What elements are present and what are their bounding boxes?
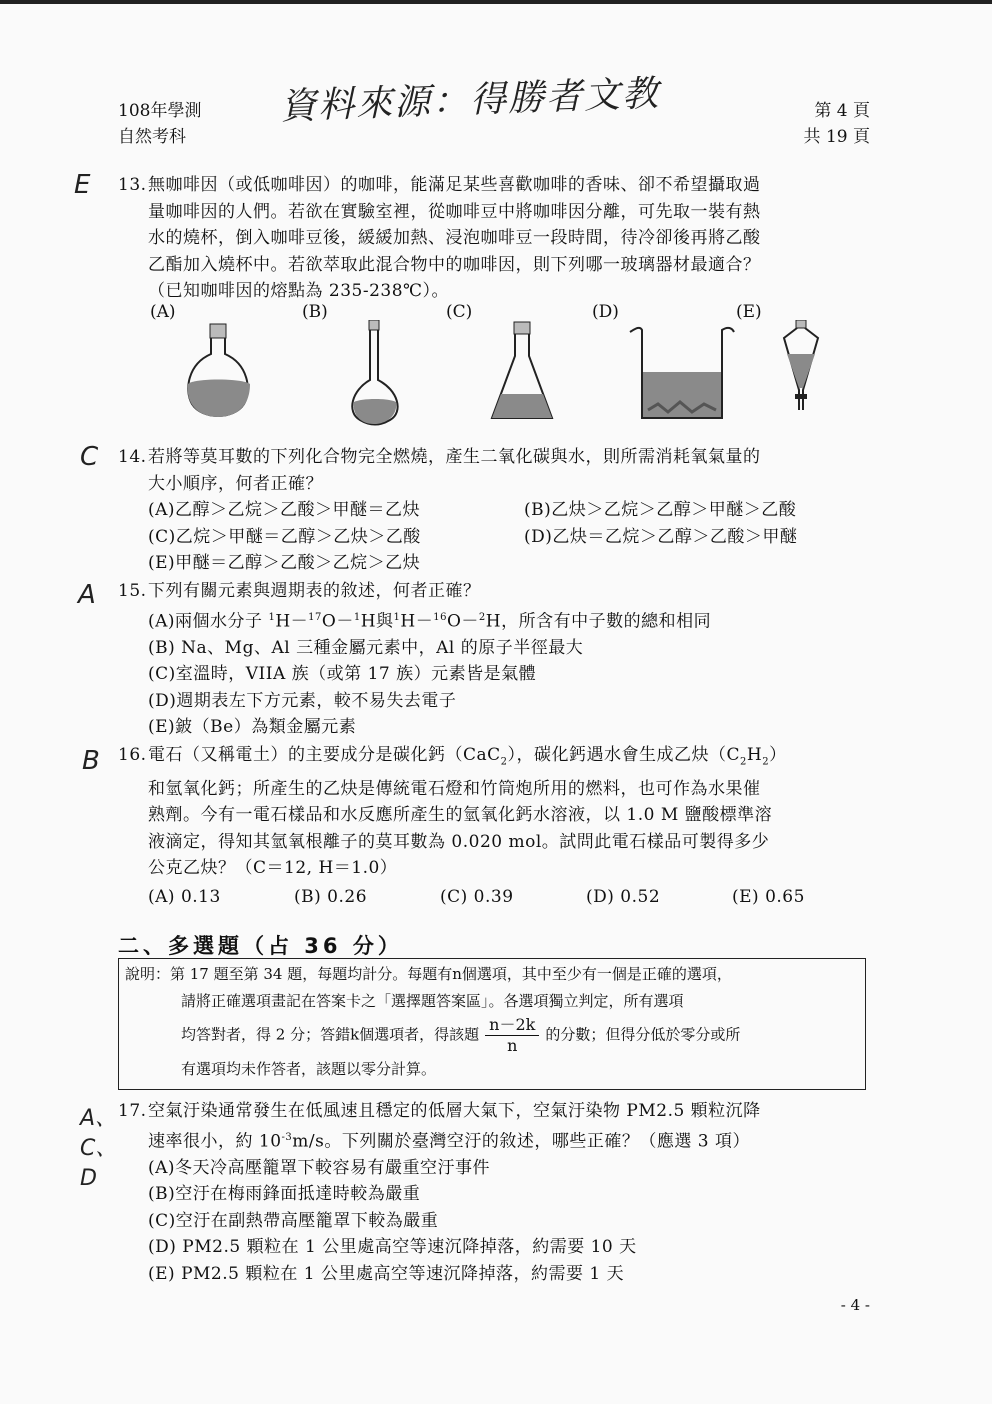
question-14-line-2: 大小順序，何者正確？ [148, 473, 323, 494]
instructions-box [118, 958, 866, 1090]
question-number: 17. [118, 1101, 147, 1121]
question-14-options [118, 497, 878, 577]
question-16-line-5: 公克乙炔？（C＝12, H＝1.0） [148, 858, 398, 879]
instructions-line-4: 有選項均未作答者，該題以零分計算。 [181, 1060, 437, 1078]
option-d[interactable]: (D)乙炔＝乙烷＞乙醇＞乙酸＞甲醚 [524, 526, 798, 547]
question-13-line-1: 13.無咖啡因（或低咖啡因）的咖啡，能滿足某些喜歡咖啡的香味、卻不希望攝取過 [118, 172, 878, 199]
question-number: 16. [118, 745, 147, 765]
question-13-line-5: （已知咖啡因的熔點為 235-238℃）。 [148, 281, 450, 301]
option-d[interactable]: (D) PM2.5 顆粒在 1 公里處高空等速沉降掉落，約需要 10 天 [148, 1237, 637, 1258]
answer-mark-q16: B [82, 746, 100, 776]
option-e[interactable]: (E)鈹（Be）為類金屬元素 [148, 717, 357, 738]
option-a[interactable]: (A)兩個水分子 $^1$H－$^{17}$O－$^1$H與$^1$H－$^{16}$O－$^2$H，所含有中子數的總和相同 [148, 611, 712, 632]
option-label-c: (C) [446, 302, 473, 322]
option-label-a: (A) [150, 302, 176, 322]
answer-mark-q14: C [80, 442, 99, 472]
score-fraction: $\frac{n-2k}{n}$ [485, 1015, 539, 1056]
question-13-line-2: 量咖啡因的人們。若欲在實驗室裡，從咖啡豆中將咖啡因分離，可先取一裝有熱 [148, 201, 761, 222]
instructions-line-3: 均答對者，得 2 分；答錯k個選項者，得該題 $\frac{n-2k}{n}$ 的分數；但得分低於零分或所 [181, 1015, 741, 1055]
option-b[interactable]: (B) 0.26 [294, 886, 368, 907]
round-bottom-flask-icon [188, 324, 250, 417]
glassware-illustrations [180, 320, 840, 430]
option-d[interactable]: (D) 0.52 [586, 886, 661, 907]
exam-title: 108年學測 [118, 101, 202, 121]
option-a[interactable]: (A)冬天冷高壓籠罩下較容易有嚴重空汙事件 [148, 1157, 491, 1178]
erlenmeyer-flask-icon [492, 322, 552, 418]
option-a[interactable]: (A) 0.13 [148, 886, 221, 907]
answer-mark-q17: A、C、D [80, 1106, 118, 1191]
option-label-b: (B) [302, 302, 328, 322]
question-16-line-2: 和氫氧化鈣；所產生的乙炔是傳統電石燈和竹筒炮所用的燃料，也可作為水果催 [148, 778, 761, 799]
handwritten-source-note: 資料來源：得勝者文教 [279, 73, 661, 128]
option-e[interactable]: (E) PM2.5 顆粒在 1 公里處高空等速沉降掉落，約需要 1 天 [148, 1263, 625, 1284]
page-header-right [804, 98, 870, 150]
option-a[interactable]: (A)乙醇＞乙烷＞乙酸＞甲醚＝乙炔 [148, 500, 421, 520]
volumetric-flask-icon [352, 320, 397, 425]
option-e[interactable]: (E) 0.65 [732, 886, 805, 907]
question-14-line-1: 14.若將等莫耳數的下列化合物完全燃燒，產生二氧化碳與水，則所需消耗氧氣量的 [118, 444, 878, 471]
separatory-funnel-icon [784, 320, 818, 410]
answer-mark-q15: A [78, 580, 96, 610]
question-17-line-2: 速率很小，約 $10^{-3}m/s$。下列關於臺灣空汙的敘述，哪些正確？（應選 3 項） [148, 1131, 750, 1152]
beaker-icon [630, 328, 734, 418]
option-label-d: (D) [592, 302, 619, 322]
question-16 [118, 742, 878, 910]
option-c[interactable]: (C)室溫時，VIIA 族（或第 17 族）元素皆是氣體 [148, 664, 537, 685]
question-15-stem: 15.下列有關元素與週期表的敘述，何者正確？ [118, 578, 878, 605]
option-label-e: (E) [736, 302, 762, 322]
answer-mark-q13: E [74, 170, 91, 200]
question-16-options [118, 884, 878, 911]
option-c[interactable]: (C)空汙在副熱帶高壓籠罩下較為嚴重 [148, 1210, 439, 1231]
question-13-line-3: 水的燒杯，倒入咖啡豆後，緩緩加熱、浸泡咖啡豆一段時間，待冷卻後再將乙酸 [148, 228, 761, 248]
question-17 [118, 1098, 878, 1287]
question-16-line-4: 液滴定，得知其氫氧根離子的莫耳數為 0.020 mol。試問此電石樣品可製得多少 [148, 831, 770, 852]
option-b[interactable]: (B)空汙在梅雨鋒面抵達時較為嚴重 [148, 1184, 421, 1205]
total-pages: 共 19 頁 [803, 127, 870, 147]
page-number: - 4 - [840, 1296, 870, 1314]
section-title: 二、多選題（占 36 分） [118, 934, 403, 958]
instructions-line-1: 說明：第 17 題至第 34 題，每題均計分。每題有n個選項，其中至少有一個是正確的選項， [125, 965, 732, 983]
option-b[interactable]: (B) Na、Mg、Al 三種金屬元素中，Al 的原子半徑最大 [148, 637, 584, 658]
question-16-line-3: 熟劑。今有一電石樣品和水反應所產生的氫氧化鈣水溶液，以 1.0 M 鹽酸標準溶 [148, 805, 773, 826]
page-header-left [118, 98, 201, 150]
question-13 [118, 172, 878, 305]
question-number: 14. [118, 447, 147, 467]
question-15 [118, 578, 878, 741]
question-16-line-1: 16.電石（又稱電土）的主要成分是碳化鈣（CaC$_2$），碳化鈣遇水會生成乙炔$(C_2H_2)$ [118, 742, 878, 776]
option-c[interactable]: (C)乙烷＞甲醚＝乙醇＞乙炔＞乙酸 [148, 526, 421, 547]
question-13-line-4: 乙酯加入燒杯中。若欲萃取此混合物中的咖啡因，則下列哪一玻璃器材最適合？ [148, 254, 761, 275]
subject-title: 自然考科 [118, 127, 186, 147]
option-d[interactable]: (D)週期表左下方元素，較不易失去電子 [148, 690, 457, 711]
question-number: 13. [118, 175, 147, 195]
option-e[interactable]: (E)甲醚＝乙醇＞乙酸＞乙烷＞乙炔 [148, 553, 421, 573]
page-top-border [0, 0, 992, 4]
page-indicator: 第 4 頁 [814, 101, 870, 121]
question-number: 15. [118, 581, 147, 601]
option-c[interactable]: (C) 0.39 [440, 886, 514, 907]
question-17-line-1: 17.空氣汙染通常發生在低風速且穩定的低層大氣下，空氣汙染物 PM2.5 顆粒沉降 [118, 1098, 878, 1125]
instructions-line-2: 請將正確選項畫記在答案卡之「選擇題答案區」。各選項獨立判定，所有選項 [181, 992, 684, 1010]
question-14 [118, 444, 878, 577]
option-b[interactable]: (B)乙炔＞乙烷＞乙醇＞甲醚＞乙酸 [524, 500, 797, 520]
